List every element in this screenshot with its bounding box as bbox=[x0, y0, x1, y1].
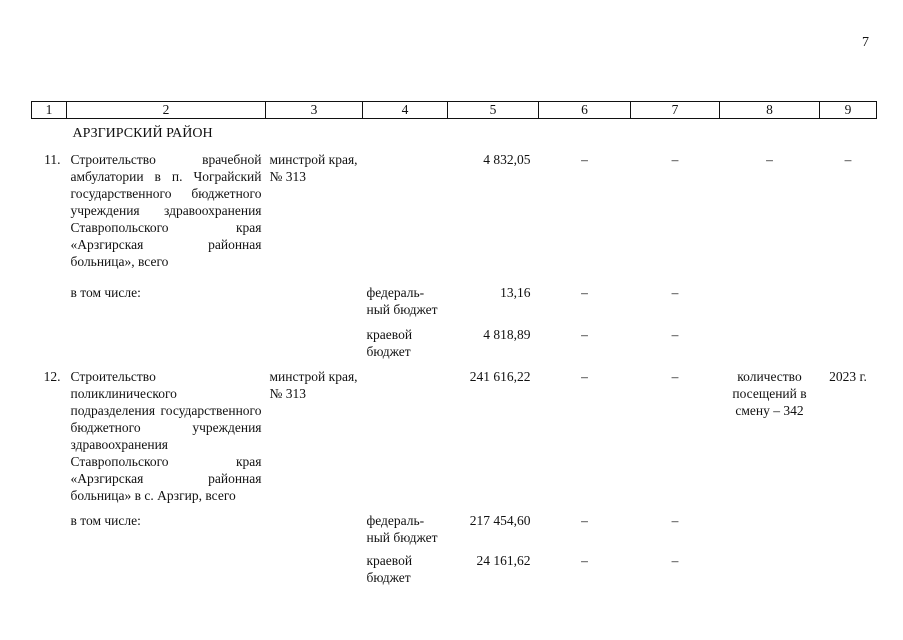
col-header-1: 1 bbox=[32, 102, 67, 119]
table-row bbox=[32, 360, 877, 368]
row-number: 12. bbox=[43, 369, 61, 384]
table-row bbox=[32, 512, 877, 546]
col-header-7: 7 bbox=[631, 102, 720, 119]
page-number: 7 bbox=[862, 35, 869, 50]
section-title: АРЗГИРСКИЙ РАЙОН bbox=[72, 126, 213, 141]
col7-value: – bbox=[671, 285, 679, 300]
table-row bbox=[32, 504, 877, 512]
col7-value: – bbox=[671, 553, 679, 568]
funding-source bbox=[363, 151, 448, 270]
col-header-8: 8 bbox=[720, 102, 820, 119]
col-header-3: 3 bbox=[266, 102, 363, 119]
col7-value: – bbox=[671, 369, 679, 384]
funding-source: федераль-ный бюджет bbox=[366, 285, 438, 317]
investment-table bbox=[31, 101, 877, 586]
customer: минстрой края, № 313 bbox=[269, 152, 358, 184]
object-name: в том числе: bbox=[70, 513, 141, 528]
col6-value: – bbox=[581, 553, 588, 568]
table-row bbox=[32, 326, 877, 360]
table-row bbox=[32, 270, 877, 284]
col-header-5: 5 bbox=[448, 102, 539, 119]
column-number-row bbox=[32, 102, 877, 119]
object-name: в том числе: bbox=[70, 285, 141, 300]
table-row bbox=[32, 318, 877, 326]
customer: минстрой края, № 313 bbox=[269, 369, 358, 401]
col9-value: 2023 г. bbox=[829, 369, 867, 384]
col7-value: – bbox=[671, 327, 679, 342]
col6-value: – bbox=[581, 327, 588, 342]
col6-value: – bbox=[581, 513, 588, 528]
col6-value: – bbox=[581, 285, 588, 300]
amount: 4 818,89 bbox=[483, 327, 531, 342]
col-header-4: 4 bbox=[363, 102, 448, 119]
col8-value: количество посещений в смену – 342 bbox=[732, 369, 807, 418]
row-number: 11. bbox=[44, 152, 61, 167]
table-row bbox=[32, 151, 877, 270]
table-row bbox=[32, 284, 877, 318]
section-row bbox=[32, 119, 877, 152]
amount: 4 832,05 bbox=[483, 152, 531, 167]
col6-value: – bbox=[581, 369, 588, 384]
col-header-2: 2 bbox=[67, 102, 266, 119]
col7-value: – bbox=[671, 513, 679, 528]
object-name: Строительство поликлинического подразделения государственного бюджетного учреждения здравоохранения Ставропольского края «Арзгирская районная больница» в с. Арзгир, всего bbox=[70, 369, 262, 503]
object-name: Строительство врачебной амбулатории в п. Чограйский государственного бюджетного учреждения здравоохранения Ставропольского края «Арзгирская районная больница», всего bbox=[70, 152, 262, 269]
col6-value: – bbox=[581, 152, 588, 167]
col7-value: – bbox=[671, 152, 679, 167]
table-row bbox=[32, 552, 877, 586]
amount: 24 161,62 bbox=[476, 553, 531, 568]
funding-source: краевой бюджет bbox=[366, 327, 413, 359]
table-row bbox=[32, 368, 877, 504]
col9-value: – bbox=[844, 152, 852, 167]
col-header-9: 9 bbox=[820, 102, 877, 119]
funding-source: краевой бюджет bbox=[366, 553, 413, 585]
col-header-6: 6 bbox=[539, 102, 631, 119]
col8-value: – bbox=[766, 152, 773, 167]
amount: 13,16 bbox=[500, 285, 531, 300]
amount: 217 454,60 bbox=[469, 513, 531, 528]
funding-source bbox=[363, 368, 448, 504]
funding-source: федераль-ный бюджет bbox=[366, 513, 438, 545]
amount: 241 616,22 bbox=[469, 369, 531, 384]
